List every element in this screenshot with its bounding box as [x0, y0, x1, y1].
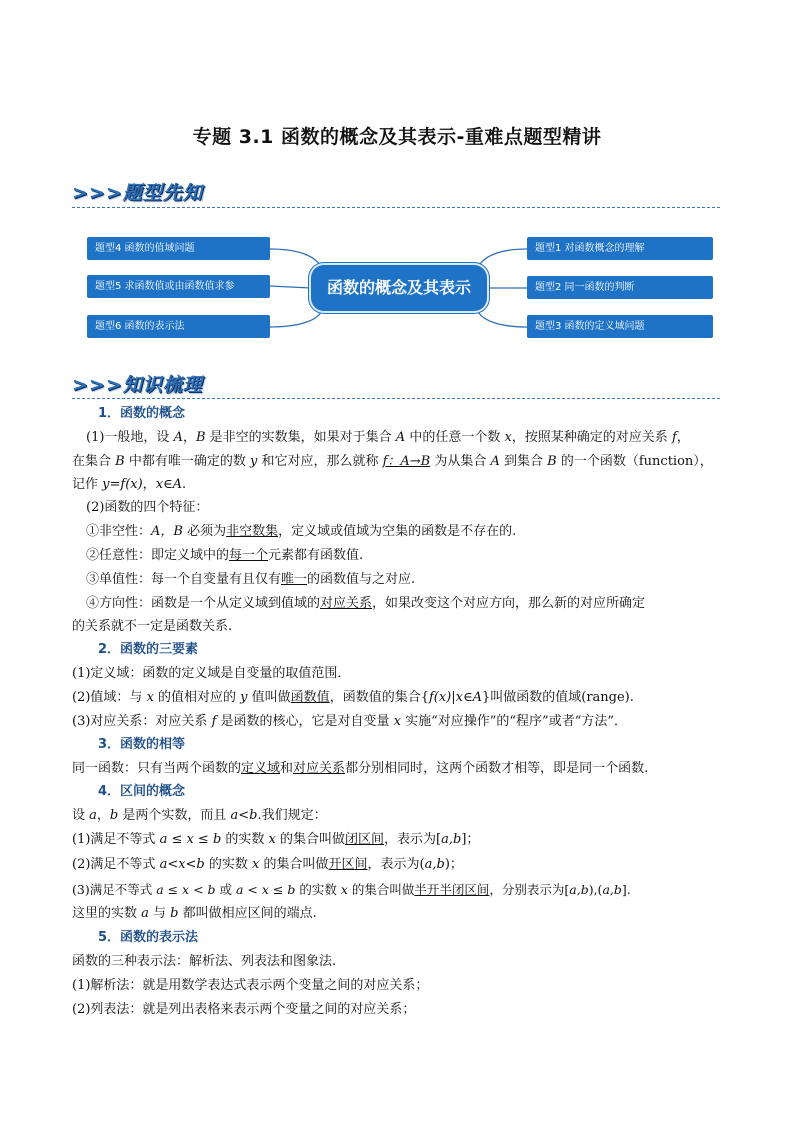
paragraph-endpoints: 这里的实数 a 与 b 都叫做相应区间的端点.	[72, 906, 317, 921]
interval-closed: (1)满足不等式 a ≤ x ≤ b 的实数 x 的集合叫做闭区间，表示为[a,b]；	[72, 832, 480, 847]
section-heading-knowledge: >>>知识梳理	[72, 374, 203, 396]
mindmap-node-type6: 题型6 函数的表示法	[87, 315, 270, 338]
interval-half-open: (3)满足不等式 a ≤ x < b 或 a < x ≤ b 的实数 x 的集合叫做半开半闭区间，分别表示为[a,b),(a,b].	[72, 882, 631, 897]
mindmap-node-type2: 题型2 同一函数的判断	[527, 276, 713, 299]
feature-arbitrary: ②任意性：即定义域中的每一个元素都有函数值.	[86, 548, 364, 563]
feature-direction: ④方向性：函数是一个从定义域到值域的对应关系，如果改变这个对应方向，那么新的对应所确定	[86, 596, 646, 611]
mindmap-node-type4: 题型4 函数的值域问题	[87, 237, 270, 260]
heading-function-concept: 1．函数的概念	[98, 406, 186, 421]
paragraph-definition-line2: 在集合 B 中都有唯一确定的数 y 和它对应，那么就称 f：A→B 为从集合 A 到集合 B 的一个函数（function），	[72, 454, 713, 469]
heading-three-elements: 2．函数的三要素	[98, 642, 199, 657]
interval-open: (2)满足不等式 a<x<b 的实数 x 的集合叫做开区间，表示为(a,b)；	[72, 857, 463, 872]
mindmap-node-type5: 题型5 求函数值或由函数值求参	[87, 275, 270, 298]
element-domain: (1)定义域：函数的定义域是自变量的取值范围．	[72, 666, 351, 681]
feature-nonempty: ①非空性：A，B 必须为非空数集，定义域或值域为空集的函数是不存在的.	[86, 524, 517, 539]
element-range: (2)值域：与 x 的值相对应的 y 值叫做函数值，函数值的集合{f(x)|x∈A}叫做函数的值域(range).	[72, 690, 634, 705]
method-analytic: (1)解析法：就是用数学表达式表示两个变量之间的对应关系；	[72, 978, 429, 993]
mindmap-node-type1: 题型1 对函数概念的理解	[527, 237, 713, 260]
element-correspondence: (3)对应关系：对应关系 f 是函数的核心，它是对自变量 x 实施“对应操作”的“程序”或者“方法”．	[72, 714, 627, 729]
method-table: (2)列表法：就是列出表格来表示两个变量之间的对应关系；	[72, 1002, 416, 1017]
section-heading-question-types: >>>题型先知	[72, 182, 203, 204]
connector-left-2	[270, 286, 311, 288]
feature-direction-cont: 的关系就不一定是函数关系.	[72, 619, 233, 634]
page-title: 专题 3.1 函数的概念及其表示-重难点题型精讲	[192, 126, 602, 148]
paragraph-interval-intro: 设 a，b 是两个实数，而且 a<b.我们规定：	[72, 808, 327, 823]
heading-representation: 5．函数的表示法	[98, 930, 199, 945]
heading-intervals: 4．区间的概念	[98, 784, 186, 799]
paragraph-definition-line3: 记作 y=f(x)，x∈A.	[72, 477, 187, 492]
mindmap-node-type3: 题型3 函数的定义域问题	[527, 315, 713, 338]
paragraph-four-features: (2)函数的四个特征：	[86, 500, 209, 515]
section-divider	[72, 398, 720, 399]
mindmap-center-node: 函数的概念及其表示	[311, 265, 487, 311]
paragraph-three-methods: 函数的三种表示法：解析法、列表法和图象法.	[72, 954, 337, 969]
section-divider	[72, 207, 720, 208]
heading-function-equality: 3．函数的相等	[98, 737, 186, 752]
feature-single-valued: ③单值性：每一个自变量有且仅有唯一的函数值与之对应.	[86, 572, 416, 587]
paragraph-definition-line1: (1)一般地，设 A，B 是非空的实数集，如果对于集合 A 中的任意一个数 x，按照某种确定的对应关系 f，	[86, 430, 690, 445]
paragraph-same-function: 同一函数：只有当两个函数的定义域和对应关系都分别相同时，这两个函数才相等，即是同一个函数.	[72, 761, 649, 776]
